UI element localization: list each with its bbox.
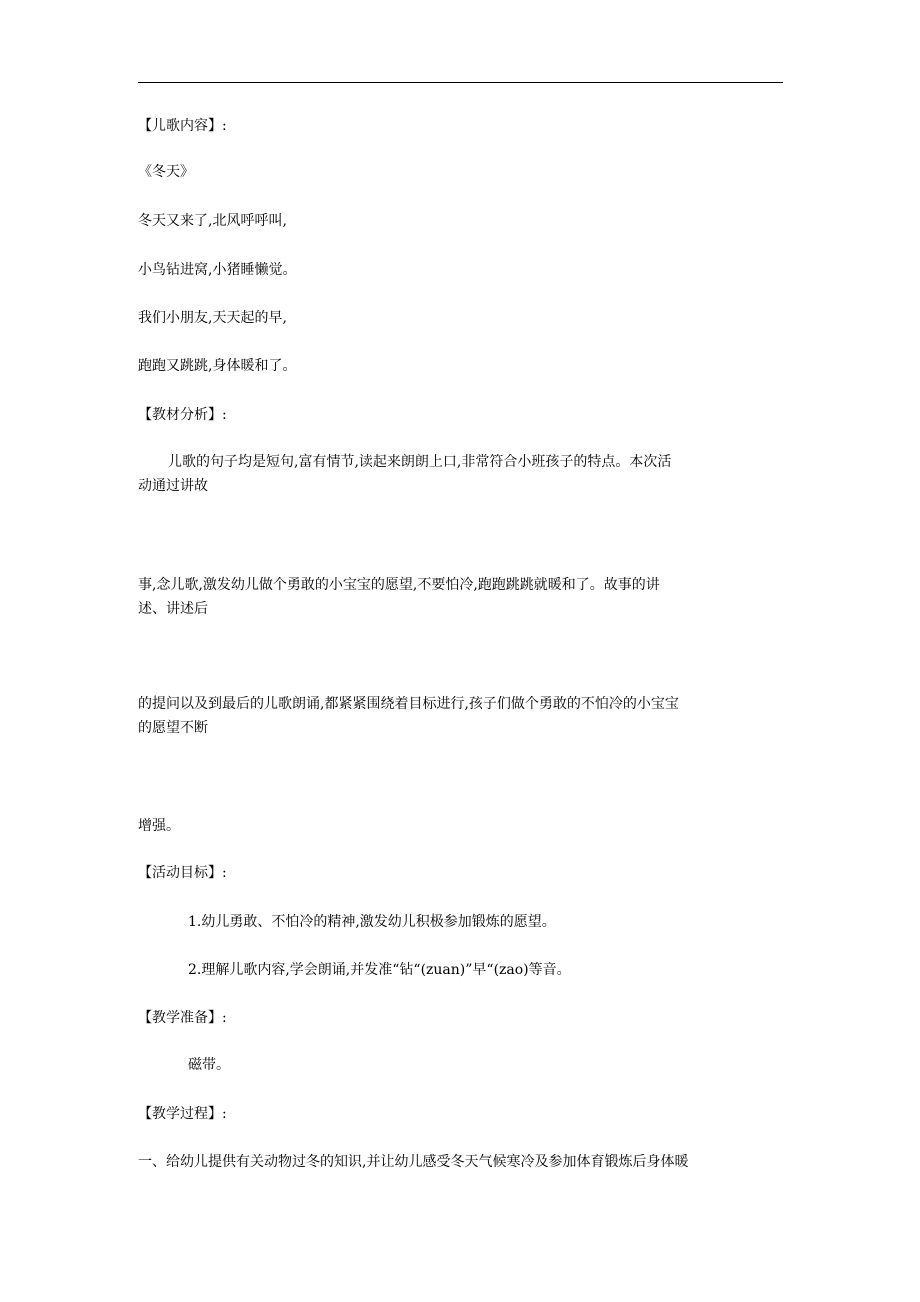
goal-item: 1.幼儿勇敢、不怕冷的精神,激发幼儿积极参加锻炼的愿望。 — [188, 914, 556, 930]
analysis-line: 事,念儿歌,激发幼儿做个勇敢的小宝宝的愿望,不要怕冷,跑跑跳跳就暖和了。故事的讲 — [138, 577, 660, 593]
heading-lyrics: 【儿歌内容】: — [138, 118, 227, 134]
prep-text: 磁带。 — [188, 1057, 230, 1073]
goal-item: 2.理解儿歌内容,学会朗诵,并发准“钻“(zuan)”早“(zao)等音。 — [188, 962, 571, 978]
heading-process: 【教学过程】: — [138, 1106, 227, 1122]
heading-prep: 【教学准备】: — [138, 1010, 227, 1026]
analysis-line: 的提问以及到最后的儿歌朗诵,都紧紧围绕着目标进行,孩子们做个勇敢的不怕冷的小宝宝 — [138, 696, 679, 712]
heading-analysis: 【教材分析】: — [138, 407, 227, 423]
analysis-line: 的愿望不断 — [138, 720, 208, 736]
analysis-line: 儿歌的句子均是短句,富有情节,读起来朗朗上口,非常符合小班孩子的特点。本次活 — [168, 454, 672, 470]
analysis-line: 述、讲述后 — [138, 601, 208, 617]
header-rule — [138, 82, 783, 83]
poem-line: 我们小朋友,天天起的早, — [138, 310, 287, 326]
poem-line: 跑跑又跳跳,身体暖和了。 — [138, 358, 297, 374]
process-step: 一、给幼儿提供有关动物过冬的知识,并让幼儿感受冬天气候寒冷及参加体育锻炼后身体暖 — [138, 1154, 689, 1170]
analysis-line: 动通过讲故 — [138, 478, 208, 494]
heading-goals: 【活动目标】: — [138, 865, 227, 881]
poem-line: 冬天又来了,北风呼呼叫, — [138, 213, 287, 229]
analysis-line: 增强。 — [138, 818, 180, 834]
poem-title: 《冬天》 — [138, 164, 194, 180]
poem-line: 小鸟钻进窝,小猪睡懒觉。 — [138, 262, 297, 278]
